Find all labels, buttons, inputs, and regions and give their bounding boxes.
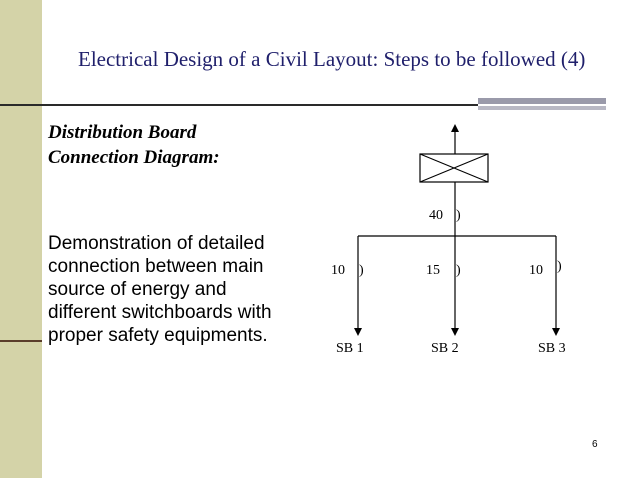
subtitle-line: Connection Diagram: — [48, 147, 220, 168]
body-line: proper safety equipments. — [48, 325, 268, 346]
body-line: connection between main — [48, 256, 264, 277]
body-line: Demonstration of detailed — [48, 233, 265, 254]
switchboard-label: SB 2 — [431, 341, 459, 356]
main-breaker-symbol: ) — [456, 208, 461, 223]
body-line: source of energy and — [48, 279, 227, 300]
branch-breaker-symbol: ) — [359, 263, 364, 278]
branch-breaker-symbol: ) — [557, 259, 562, 274]
slide-title: Electrical Design of a Civil Layout: Steps to be followed (4) — [78, 47, 586, 71]
subtitle-line: Distribution Board — [48, 122, 197, 143]
body-line: different switchboards with — [48, 302, 272, 323]
page-number: 6 — [592, 439, 598, 450]
switchboard-label: SB 3 — [538, 341, 566, 356]
branch-breaker-rating: 10 — [331, 263, 345, 278]
branch-breaker-symbol: ) — [456, 263, 461, 278]
branch-breaker-rating: 10 — [529, 263, 543, 278]
main-breaker-rating: 40 — [429, 208, 443, 223]
branch-breaker-rating: 15 — [426, 263, 440, 278]
switchboard-label: SB 1 — [336, 341, 364, 356]
